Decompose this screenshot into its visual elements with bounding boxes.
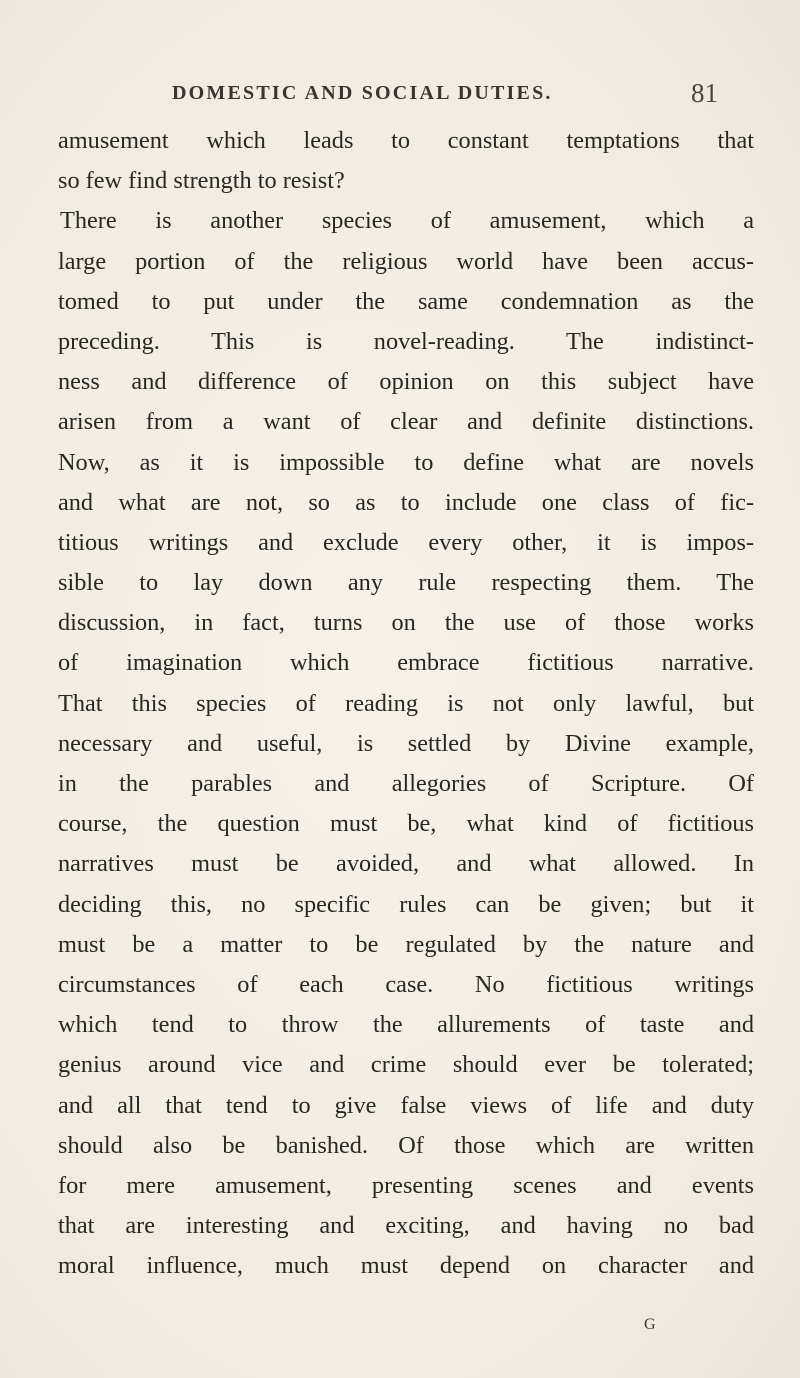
text-line: Now, as it is impossible to define what are novels: [58, 448, 754, 476]
text-line: must be a matter to be regulated by the nature and: [58, 930, 754, 958]
text-line: moral influence, much must depend on character and: [58, 1252, 754, 1280]
text-line: which tend to throw the allurements of taste and: [58, 1011, 754, 1039]
text-line: of imagination which embrace fictitious narrative.: [58, 649, 754, 677]
text-line: sible to lay down any rule respecting them. The: [58, 569, 754, 597]
text-line: so few find strength to resist?: [58, 167, 345, 195]
page-number: 81: [691, 78, 718, 108]
signature-mark: G: [644, 1316, 656, 1333]
text-line: for mere amusement, presenting scenes and events: [58, 1171, 754, 1199]
text-line: large portion of the religious world have been accus-: [58, 247, 754, 275]
text-line: genius around vice and crime should ever be tolerated;: [58, 1051, 754, 1079]
body-text: [58, 121, 754, 1286]
text-line: titious writings and exclude every other, it is impos-: [58, 528, 754, 556]
text-line: and what are not, so as to include one class of fic-: [58, 488, 754, 516]
text-line: There is another species of amusement, which a: [60, 207, 754, 235]
running-head: [0, 78, 800, 112]
text-line: should also be banished. Of those which are written: [58, 1131, 754, 1159]
text-line: narratives must be avoided, and what allowed. In: [58, 850, 754, 878]
text-line: That this species of reading is not only lawful, but: [58, 689, 754, 717]
text-line: arisen from a want of clear and definite distinctions.: [58, 408, 754, 436]
text-line: amusement which leads to constant temptations that: [58, 127, 754, 154]
text-line: tomed to put under the same condemnation as the: [58, 287, 754, 315]
text-line: course, the question must be, what kind of fictitious: [58, 810, 754, 838]
text-line: deciding this, no specific rules can be given; but it: [58, 890, 754, 918]
text-line: necessary and useful, is settled by Divine example,: [58, 729, 754, 757]
text-line: in the parables and allegories of Scripture. Of: [58, 770, 754, 797]
text-line: circumstances of each case. No fictitious writings: [58, 970, 754, 998]
text-line: preceding. This is novel-reading. The indistinct-: [58, 327, 754, 355]
text-line: discussion, in fact, turns on the use of those works: [58, 609, 754, 637]
text-line: that are interesting and exciting, and having no bad: [58, 1212, 754, 1240]
running-head-title: DOMESTIC AND SOCIAL DUTIES.: [172, 82, 553, 104]
text-line: and all that tend to give false views of life and duty: [58, 1091, 754, 1119]
text-line: ness and difference of opinion on this subject have: [58, 368, 754, 396]
